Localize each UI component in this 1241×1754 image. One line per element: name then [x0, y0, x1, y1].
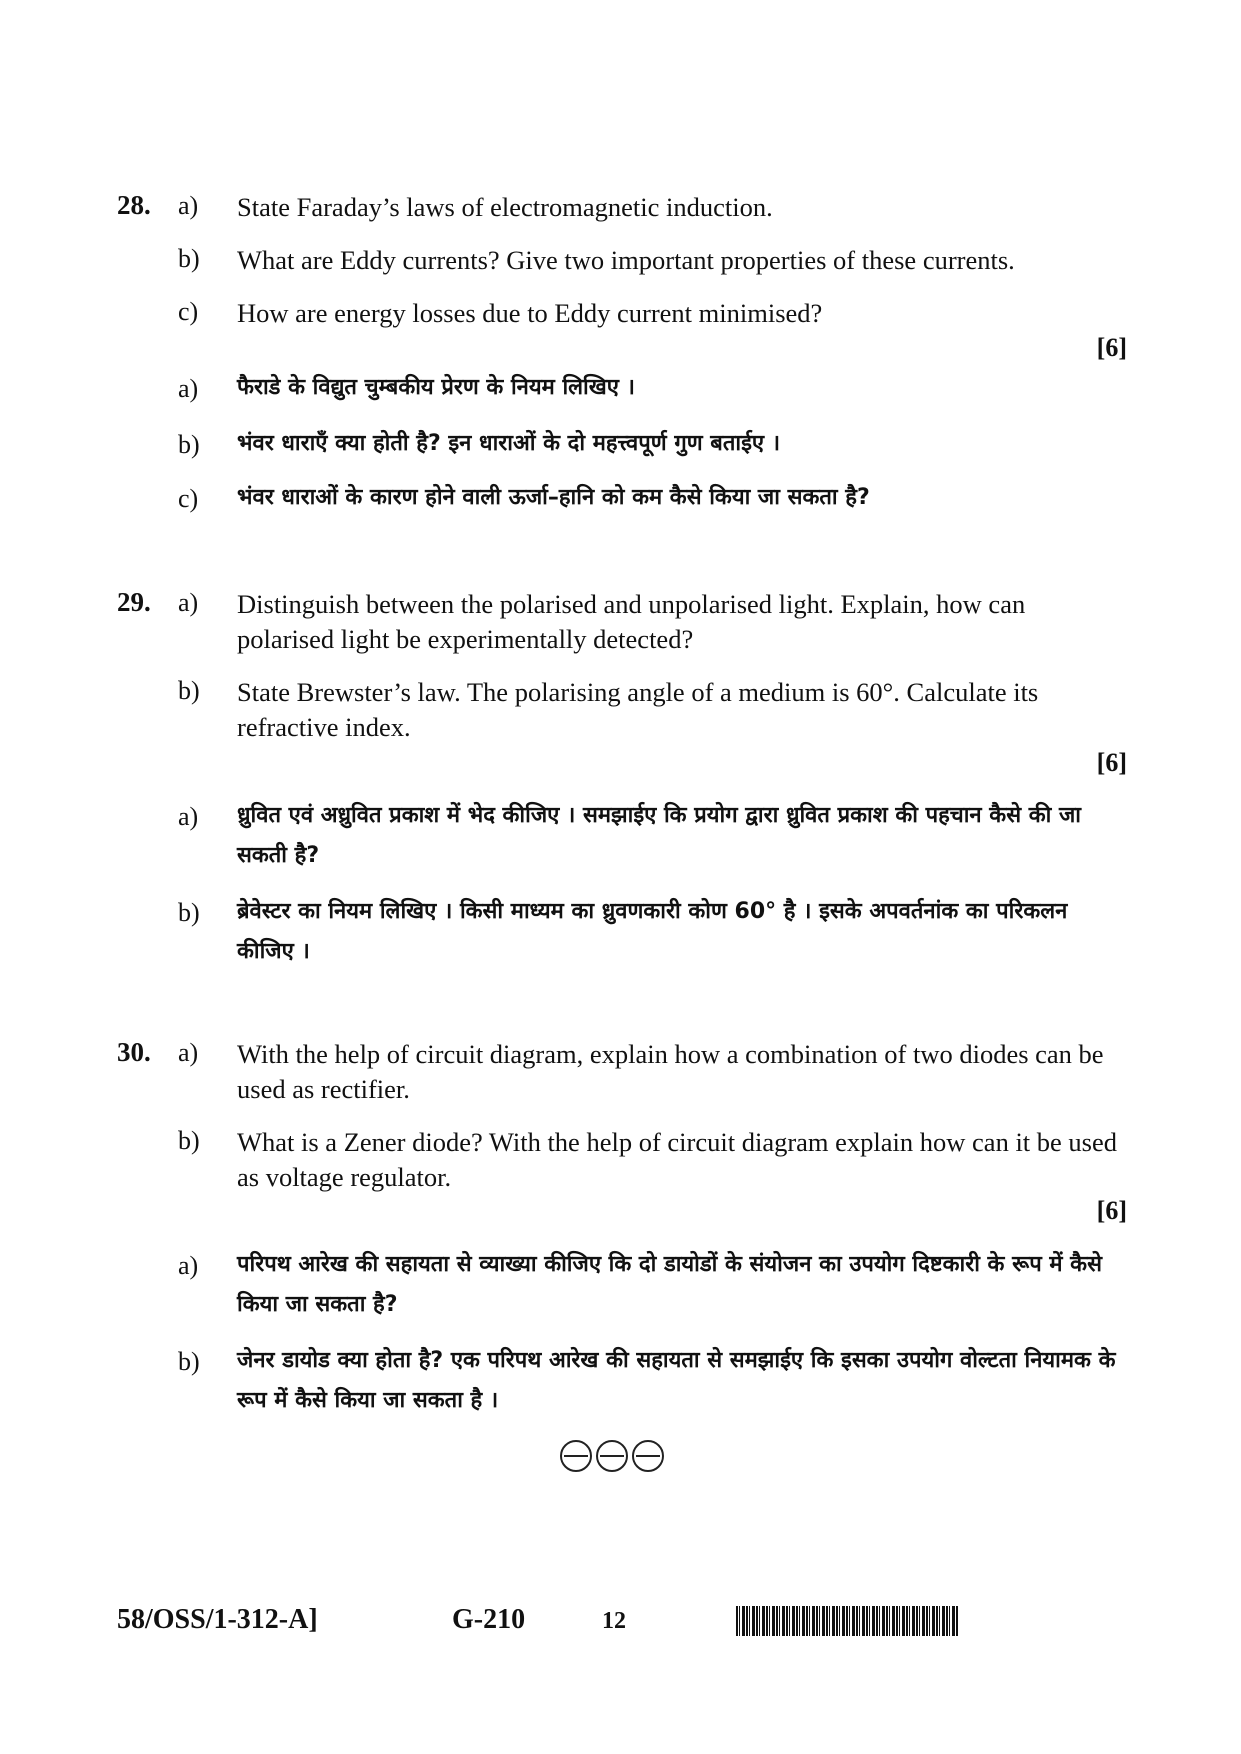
- question-text: With the help of circuit diagram, explain how a combination of two diodes can be used as rectifier.: [237, 1039, 1104, 1104]
- question-text-hindi: जेनर डायोड क्या होता है? एक परिपथ आरेख की सहायता से समझाईए कि इसका उपयोग वोल्टता नियामक के रूप में कैसे किया जा सकता है ।: [237, 1348, 1116, 1413]
- end-of-paper-symbols: [560, 1440, 668, 1480]
- theta-circle-icon: [596, 1440, 628, 1472]
- part-label: a): [178, 374, 199, 403]
- question-number: 28.: [117, 190, 151, 220]
- question-text-hindi: ध्रुवित एवं अध्रुवित प्रकाश में भेद कीजिए । समझाईए कि प्रयोग द्वारा ध्रुवित प्रकाश की पहचान कैसे की जा सकती है?: [237, 803, 1082, 868]
- page-number: 12: [602, 1608, 626, 1634]
- part-label: b): [178, 430, 200, 459]
- part-label: a): [178, 802, 199, 831]
- question-text: How are energy losses due to Eddy current minimised?: [237, 298, 823, 328]
- paper-code: 58/OSS/1-312-A]: [117, 1604, 318, 1635]
- question-text: State Faraday’s laws of electromagnetic induction.: [237, 192, 773, 222]
- question-text: Distinguish between the polarised and unpolarised light. Explain, how can polarised light be experimentally detected?: [237, 589, 1026, 654]
- part-label: a): [178, 588, 199, 617]
- question-text-hindi: भंवर धाराओं के कारण होने वाली ऊर्जा–हानि को कम कैसे किया जा सकता है?: [237, 485, 870, 510]
- barcode-icon: [736, 1606, 958, 1636]
- part-label: b): [178, 676, 200, 705]
- question-text: State Brewster’s law. The polarising angle of a medium is 60°. Calculate its refractive index.: [237, 677, 1039, 742]
- paper-series: G-210: [452, 1604, 526, 1635]
- part-label: a): [178, 1038, 199, 1067]
- marks-label: [6]: [1096, 748, 1127, 777]
- question-text-hindi: परिपथ आरेख की सहायता से व्याख्या कीजिए कि दो डायोडों के संयोजन का उपयोग दिष्टकारी के रूप में कैसे किया जा सकता है?: [237, 1252, 1102, 1317]
- marks-label: [6]: [1096, 1196, 1127, 1225]
- question-number: 30.: [117, 1037, 151, 1067]
- theta-circle-icon: [632, 1440, 664, 1472]
- question-text-hindi: भंवर धाराएँ क्या होती है? इन धाराओं के दो महत्त्वपूर्ण गुण बताईए ।: [237, 431, 781, 456]
- marks-label: [6]: [1096, 333, 1127, 362]
- question-text: What are Eddy currents? Give two important properties of these currents.: [237, 245, 1015, 275]
- part-label: b): [178, 1347, 200, 1376]
- part-label: a): [178, 191, 199, 220]
- theta-circle-icon: [560, 1440, 592, 1472]
- question-number: 29.: [117, 587, 151, 617]
- part-label: a): [178, 1251, 199, 1280]
- part-label: b): [178, 898, 200, 927]
- part-label: c): [178, 484, 199, 513]
- part-label: c): [178, 297, 199, 326]
- question-text-hindi: ब्रेवेस्टर का नियम लिखिए । किसी माध्यम का ध्रुवणकारी कोण 60° है । इसके अपवर्तनांक का परिकलन कीजिए ।: [237, 899, 1068, 964]
- question-text-hindi: फैराडे के विद्युत चुम्बकीय प्रेरण के नियम लिखिए ।: [237, 375, 635, 400]
- part-label: b): [178, 1126, 200, 1155]
- question-text: What is a Zener diode? With the help of circuit diagram explain how can it be used as voltage regulator.: [237, 1127, 1117, 1192]
- part-label: b): [178, 244, 200, 273]
